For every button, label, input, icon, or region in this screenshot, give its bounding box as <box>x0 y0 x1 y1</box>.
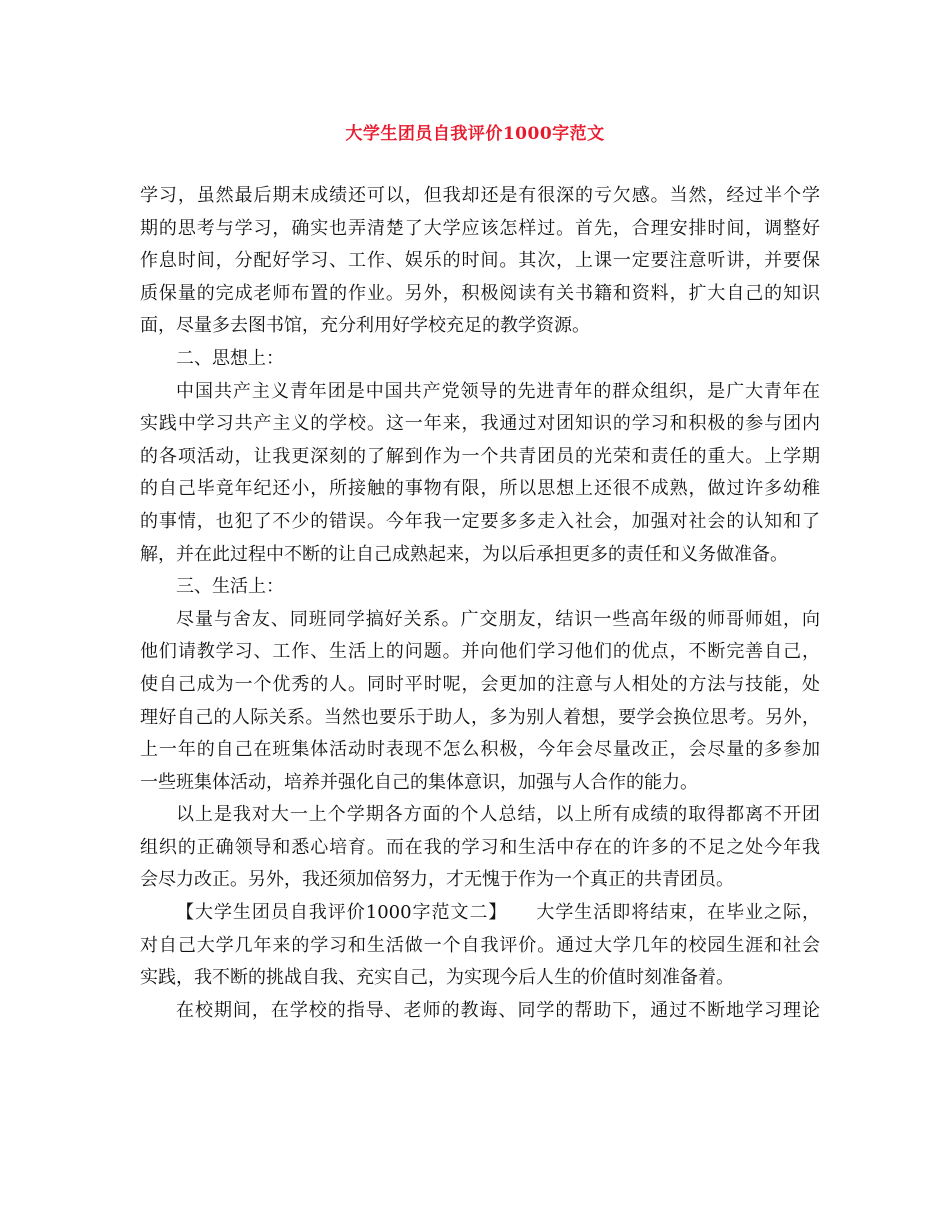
paragraph-line: 的事情，也犯了不少的错误。今年我一定要多多走入社会，加强对社会的认知和了 <box>140 510 820 532</box>
paragraph-line: 的自己毕竟年纪还小，所接触的事物有限，所以思想上还很不成熟，做过许多幼稚 <box>140 478 820 500</box>
paragraph-line: 面，尽量多去图书馆，充分利用好学校充足的教学资源。 <box>140 315 590 337</box>
section-heading: 二、思想上： <box>176 347 284 369</box>
document-title: 大学生团员自我评价1000字范文 <box>345 124 605 144</box>
document-body <box>140 180 820 1027</box>
paragraph-line: 的各项活动，让我更深刻的了解到作为一个共青团员的光荣和责任的重大。上学期 <box>140 445 820 467</box>
paragraph-line: 解，并在此过程中不断的让自己成熟起来，为以后承担更多的责任和义务做准备。 <box>140 543 788 565</box>
paragraph-line: 他们请教学习、工作、生活上的问题。并向他们学习他们的优点，不断完善自己， <box>140 641 820 663</box>
paragraph-line: 会尽力改正。另外，我还须加倍努力，才无愧于作为一个真正的共青团员。 <box>140 869 734 891</box>
paragraph-line: 在校期间，在学校的指导、老师的教诲、同学的帮助下，通过不断地学习理论 <box>176 999 820 1021</box>
paragraph-line: 上一年的自己在班集体活动时表现不怎么积极，今年会尽量改正，会尽量的多参加 <box>140 739 820 761</box>
paragraph-line: 质保量的完成老师布置的作业。另外，积极阅读有关书籍和资料，扩大自己的知识 <box>140 282 820 304</box>
paragraph-line: 学习，虽然最后期末成绩还可以，但我却还是有很深的亏欠感。当然，经过半个学 <box>140 185 820 206</box>
paragraph-line: 一些班集体活动，培养并强化自己的集体意识，加强与人合作的能力。 <box>140 771 698 793</box>
section-heading: 三、生活上： <box>176 576 284 598</box>
paragraph-line: 以上是我对大一上个学期各方面的个人总结，以上所有成绩的取得都离不开团 <box>176 804 820 826</box>
paragraph-line: 中国共产主义青年团是中国共产党领导的先进青年的群众组织，是广大青年在 <box>176 380 820 402</box>
paragraph-line: 期的思考与学习，确实也弄清楚了大学应该怎样过。首先，合理安排时间，调整好 <box>140 217 820 239</box>
paragraph-line: 对自己大学几年来的学习和生活做一个自我评价。通过大学几年的校园生涯和社会 <box>140 934 820 956</box>
paragraph-line: 作息时间，分配好学习、工作、娱乐的时间。其次，上课一定要注意听讲，并要保 <box>140 250 820 272</box>
paragraph-line: 理好自己的人际关系。当然也要乐于助人，多为别人着想，要学会换位思考。另外， <box>140 706 820 728</box>
paragraph-line: 尽量与舍友、同班同学搞好关系。广交朋友，结识一些高年级的师哥师姐，向 <box>176 608 820 630</box>
paragraph-line: 组织的正确领导和悉心培育。而在我的学习和生活中存在的许多的不足之处今年我 <box>140 836 820 858</box>
paragraph-line: 实践中学习共产主义的学校。这一年来，我通过对团知识的学习和积极的参与团内 <box>140 413 820 435</box>
paragraph-line: 【大学生团员自我评价1000字范文二】 大学生活即将结束，在毕业之际， <box>176 902 820 924</box>
paragraph-line: 实践，我不断的挑战自我、充实自己，为实现今后人生的价值时刻准备着。 <box>140 967 734 989</box>
paragraph-line: 使自己成为一个优秀的人。同时平时呢，会更加的注意与人相处的方法与技能，处 <box>140 673 820 695</box>
